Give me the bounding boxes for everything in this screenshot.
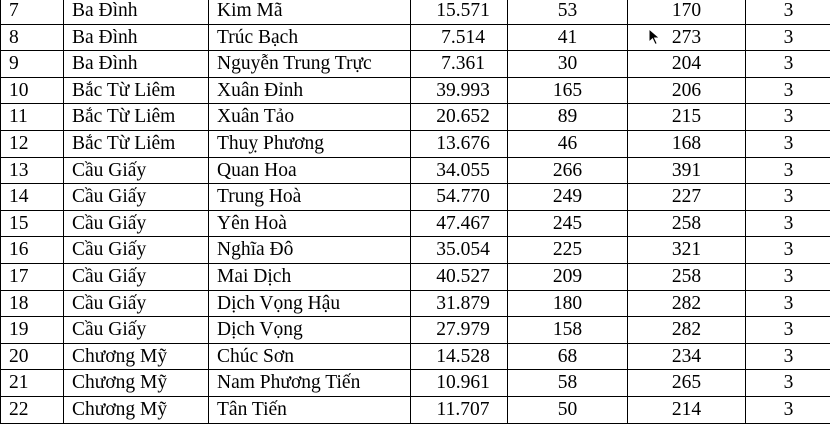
- cell-ward: Thuỵ Phương: [209, 130, 411, 157]
- cell-stt: 17: [1, 263, 64, 290]
- cell-value-4: 3: [746, 130, 830, 157]
- cell-stt: 14: [1, 184, 64, 211]
- cell-value-1-text: 40.527: [436, 265, 490, 287]
- cell-ward: Nguyễn Trung Trực: [209, 51, 411, 78]
- cell-district: Cầu Giấy: [64, 184, 209, 211]
- cell-value-1: [411, 130, 508, 157]
- cell-value-1-text: 7.514: [441, 26, 485, 48]
- table-row: [1, 263, 830, 290]
- cell-value-1: [411, 157, 508, 184]
- cell-value-1: [411, 51, 508, 78]
- cell-value-3: 234: [628, 343, 746, 370]
- cell-district: Ba Đình: [64, 0, 209, 24]
- cell-value-1-text: 7.361: [441, 53, 485, 75]
- cell-ward: Dịch Vọng Hậu: [209, 290, 411, 317]
- cell-value-3: 273: [628, 24, 746, 51]
- cell-stt: 18: [1, 290, 64, 317]
- cell-value-2: 89: [508, 104, 628, 131]
- table-row: [1, 130, 830, 157]
- cell-ward: Nghĩa Đô: [209, 237, 411, 264]
- cell-value-1-text: 31.879: [436, 292, 490, 314]
- cell-value-1: [411, 290, 508, 317]
- cell-value-1: [411, 237, 508, 264]
- cell-value-1: [411, 370, 508, 397]
- cell-value-3: 168: [628, 130, 746, 157]
- cell-value-2: 245: [508, 210, 628, 237]
- cell-district: Cầu Giấy: [64, 210, 209, 237]
- cell-value-2: 46: [508, 130, 628, 157]
- cell-stt: 19: [1, 317, 64, 344]
- cell-value-1-text: 20.652: [436, 106, 490, 128]
- cell-value-1: [411, 77, 508, 104]
- cell-value-2: 180: [508, 290, 628, 317]
- cell-value-2: 58: [508, 370, 628, 397]
- cell-stt: 8: [1, 24, 64, 51]
- table-row: [1, 343, 830, 370]
- cell-district: Cầu Giấy: [64, 290, 209, 317]
- cell-stt: 20: [1, 343, 64, 370]
- table-row: [1, 396, 830, 423]
- cell-value-1-text: 13.676: [436, 132, 490, 154]
- cell-value-3: 321: [628, 237, 746, 264]
- cell-district: Ba Đình: [64, 51, 209, 78]
- cell-value-1: [411, 210, 508, 237]
- cell-value-2: 53: [508, 0, 628, 24]
- cell-district: Ba Đình: [64, 24, 209, 51]
- cell-value-3: 282: [628, 317, 746, 344]
- cell-value-1: [411, 343, 508, 370]
- cell-value-4: 3: [746, 343, 830, 370]
- cell-value-4: 3: [746, 0, 830, 24]
- cell-stt: 21: [1, 370, 64, 397]
- cell-value-2: 50: [508, 396, 628, 423]
- cell-ward: Xuân Tảo: [209, 104, 411, 131]
- cell-value-1: [411, 396, 508, 423]
- cell-value-1-text: 14.528: [436, 345, 490, 367]
- cell-stt: 22: [1, 396, 64, 423]
- cell-value-4: 3: [746, 370, 830, 397]
- cell-value-1: [411, 317, 508, 344]
- cell-value-1-text: 35.054: [436, 239, 490, 261]
- cell-value-2: 158: [508, 317, 628, 344]
- cell-value-1-text: 54.770: [436, 186, 490, 208]
- table-row: [1, 157, 830, 184]
- cell-ward: Yên Hoà: [209, 210, 411, 237]
- table-row: [1, 317, 830, 344]
- cell-ward: Trung Hoà: [209, 184, 411, 211]
- cell-value-1-text: 34.055: [436, 159, 490, 181]
- cell-ward: Chúc Sơn: [209, 343, 411, 370]
- cell-value-2: 249: [508, 184, 628, 211]
- table-row: [1, 51, 830, 78]
- table-row: [1, 24, 830, 51]
- cell-value-3: 204: [628, 51, 746, 78]
- table-row: [1, 210, 830, 237]
- cell-ward: Dịch Vọng: [209, 317, 411, 344]
- cell-stt: 10: [1, 77, 64, 104]
- cell-value-4: 3: [746, 24, 830, 51]
- cell-value-2: 41: [508, 24, 628, 51]
- cell-value-4: 3: [746, 184, 830, 211]
- cell-stt: 7: [1, 0, 64, 24]
- cell-value-4: 3: [746, 210, 830, 237]
- cell-value-1: [411, 0, 508, 24]
- cell-value-1-text: 27.979: [436, 319, 490, 341]
- table-row: [1, 290, 830, 317]
- table-row: [1, 104, 830, 131]
- cell-value-3: 215: [628, 104, 746, 131]
- cell-stt: 9: [1, 51, 64, 78]
- cell-value-4: 3: [746, 396, 830, 423]
- cell-value-1: [411, 104, 508, 131]
- cell-district: Bắc Từ Liêm: [64, 104, 209, 131]
- cell-stt: 16: [1, 237, 64, 264]
- cell-ward: Tân Tiến: [209, 396, 411, 423]
- cell-value-3: 282: [628, 290, 746, 317]
- cell-value-3: 214: [628, 396, 746, 423]
- cell-value-3: 206: [628, 77, 746, 104]
- cell-value-3: 391: [628, 157, 746, 184]
- cell-value-4: 3: [746, 290, 830, 317]
- cell-district: Bắc Từ Liêm: [64, 130, 209, 157]
- cell-district: Chương Mỹ: [64, 370, 209, 397]
- cell-value-3: 258: [628, 210, 746, 237]
- table-row: [1, 370, 830, 397]
- table-row: [1, 184, 830, 211]
- cell-stt: 11: [1, 104, 64, 131]
- cell-value-3: 227: [628, 184, 746, 211]
- cell-district: Cầu Giấy: [64, 237, 209, 264]
- cell-value-1: [411, 24, 508, 51]
- cell-value-4: 3: [746, 51, 830, 78]
- cell-ward: Kim Mã: [209, 0, 411, 24]
- cell-value-3: 265: [628, 370, 746, 397]
- cell-value-2: 209: [508, 263, 628, 290]
- cell-value-3: 258: [628, 263, 746, 290]
- cell-value-1-text: 47.467: [436, 212, 490, 234]
- cell-stt: 13: [1, 157, 64, 184]
- cell-value-1-text: 39.993: [436, 79, 490, 101]
- cell-value-1-text: 15.571: [436, 0, 490, 21]
- cell-district: Cầu Giấy: [64, 157, 209, 184]
- cell-value-2: 225: [508, 237, 628, 264]
- cell-value-3: 170: [628, 0, 746, 24]
- cell-ward: Xuân Đỉnh: [209, 77, 411, 104]
- cell-value-1-text: 10.961: [436, 372, 490, 394]
- cell-value-1-text: 11.707: [436, 398, 490, 420]
- cell-value-4: 3: [746, 77, 830, 104]
- cell-value-4: 3: [746, 157, 830, 184]
- cell-value-4: 3: [746, 237, 830, 264]
- cell-ward: Mai Dịch: [209, 263, 411, 290]
- table-row: [1, 237, 830, 264]
- cell-district: Cầu Giấy: [64, 263, 209, 290]
- cell-ward: Trúc Bạch: [209, 24, 411, 51]
- cell-value-4: 3: [746, 263, 830, 290]
- cell-ward: Nam Phương Tiến: [209, 370, 411, 397]
- cell-district: Bắc Từ Liêm: [64, 77, 209, 104]
- cell-value-2: 68: [508, 343, 628, 370]
- cell-ward: Quan Hoa: [209, 157, 411, 184]
- table-row: [1, 0, 830, 24]
- cell-stt: 15: [1, 210, 64, 237]
- cell-value-2: 30: [508, 51, 628, 78]
- cell-value-2: 165: [508, 77, 628, 104]
- table-body: [1, 0, 830, 423]
- cell-district: Cầu Giấy: [64, 317, 209, 344]
- cell-value-2: 266: [508, 157, 628, 184]
- cell-value-1: [411, 184, 508, 211]
- cell-value-4: 3: [746, 317, 830, 344]
- cell-value-4: 3: [746, 104, 830, 131]
- cell-value-1: [411, 263, 508, 290]
- cell-district: Chương Mỹ: [64, 396, 209, 423]
- cell-district: Chương Mỹ: [64, 343, 209, 370]
- cell-stt: 12: [1, 130, 64, 157]
- table-row: [1, 77, 830, 104]
- mouse-pointer-icon: [648, 28, 662, 46]
